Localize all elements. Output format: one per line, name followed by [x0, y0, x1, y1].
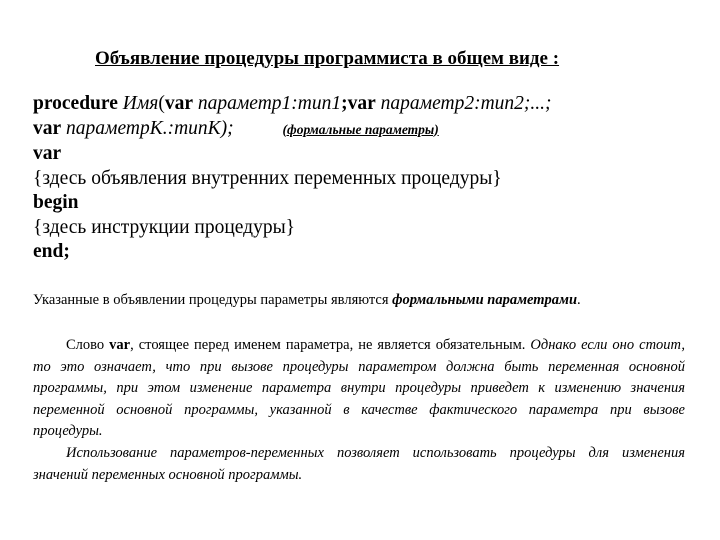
page-title: Объявление процедуры программиста в общем виде :: [95, 48, 560, 69]
code-line-6-comment: {здесь инструкции процедуры}: [33, 216, 296, 238]
procedure-name: Имя: [122, 93, 159, 114]
para1-end: .: [577, 292, 581, 308]
code-line-2: [33, 117, 693, 143]
keyword-var-2: var: [347, 93, 376, 114]
keyword-var-k: var: [33, 117, 62, 139]
open-paren: (: [158, 93, 165, 114]
code-line-5: [33, 191, 693, 216]
keyword-procedure: procedure: [33, 93, 118, 114]
code-line-4-comment: {здесь объявления внутренних переменных процедуры}: [33, 167, 502, 189]
keyword-var-1: var: [164, 93, 193, 114]
para1-text: Указанные в объявлении процедуры параметры являются: [33, 292, 393, 308]
para2-lead: Слово: [66, 337, 110, 353]
keyword-var-section: var: [33, 143, 62, 164]
para1-emphasis: формальными параметрами: [392, 292, 578, 308]
code-line-7: [33, 240, 693, 265]
procedure-syntax-block: [33, 92, 693, 265]
formal-params-note: (формальные параметры): [282, 121, 439, 137]
separator: ;: [341, 93, 348, 114]
paragraph-var-keyword: [33, 335, 685, 443]
para2-rest: , стоящее перед именем параметра, не является обязательным.: [130, 337, 526, 353]
keyword-end: end;: [33, 241, 70, 262]
param-2: параметр2:тип2;...;: [380, 93, 552, 114]
code-line-1: [33, 92, 693, 117]
param-k: параметрK.:типK);: [66, 117, 234, 139]
param-1: параметр1:тип1: [197, 93, 342, 114]
paragraph-formal-params: [33, 290, 685, 312]
para2-keyword: var: [109, 337, 131, 353]
code-line-3: [33, 142, 693, 167]
keyword-begin: begin: [33, 192, 79, 213]
paragraph-var-params-usage: Использование параметров-переменных позволяет использовать процедуры для изменения значений переменных основной программы.: [33, 445, 685, 483]
para2-italic: Однако если оно стоит, то это означает, что при вызове процедуры параметром должна быть переменная основной программы, при этом изменение параметра внутри процедуры приведет к изменению значения переменной основной программы, указанной в качестве фактического параметра при вызове процедуры.: [33, 337, 685, 439]
